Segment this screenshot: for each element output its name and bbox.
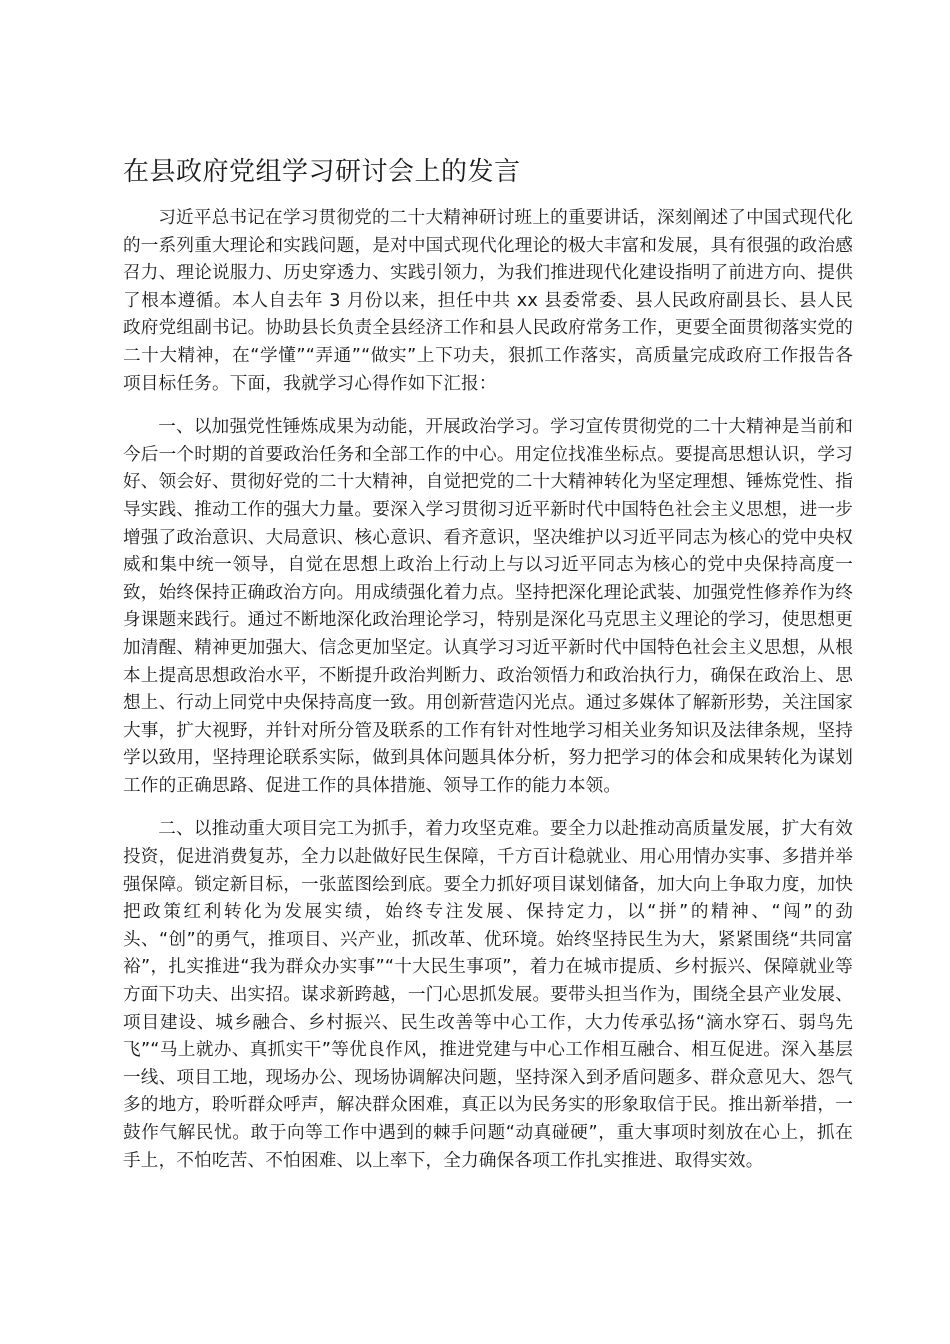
- document-title: 在县政府党组学习研讨会上的发言: [123, 157, 521, 187]
- document-body: [123, 205, 853, 1191]
- section-one-paragraph: 一、以加强党性锤炼成果为动能，开展政治学习。学习宣传贯彻党的二十大精神是当前和今后一个时期的首要政治任务和全部工作的中心。用定位找准坐标点。要提高思想认识，学习好、领会好、贯彻好党的二十大精神，自觉把党的二十大精神转化为坚定理想、锤炼党性、指导实践、推动工作的强大力量。要深入学习贯彻习近平新时代中国特色社会主义思想，进一步增强了政治意识、大局意识、核心意识、看齐意识，坚决维护以习近平同志为核心的党中央权威和集中统一领导，自觉在思想上政治上行动上与以习近平同志为核心的党中央保持高度一致，始终保持正确政治方向。用成绩强化着力点。坚持把深化理论武装、加强党性修养作为终身课题来践行。通过不断地深化政治理论学习，特别是深化马克思主义理论的学习，使思想更加清醒、精神更加强大、信念更加坚定。认真学习习近平新时代中国特色社会主义思想，从根本上提高思想政治水平，不断提升政治判断力、政治领悟力和政治执行力，确保在政治上、思想上、行动上同党中央保持高度一致。用创新营造闪光点。通过多媒体了解新形势，关注国家大事，扩大视野，并针对所分管及联系的工作有针对性地学习相关业务知识及法律条规，坚持学以致用，坚持理论联系实际，做到具体问题具体分析，努力把学习的体会和成果转化为谋划工作的正确思路、促进工作的具体措施、领导工作的能力本领。: [123, 417, 853, 796]
- intro-paragraph: 习近平总书记在学习贯彻党的二十大精神研讨班上的重要讲话，深刻阐述了中国式现代化的一系列重大理论和实践问题，是对中国式现代化理论的极大丰富和发展，具有很强的政治感召力、理论说服力、历史穿透力、实践引领力，为我们推进现代化建设指明了前进方向、提供了根本遵循。本人自去年 3 月份以来，担任中共 xx 县委常委、县人民政府副县长、县人民政府党组副书记。协助县长负责全县经济工作和县人民政府常务工作，更要全面贯彻落实党的二十大精神，在“学懂”“弄通”“做实”上下功夫，狠抓工作落实，高质量完成政府工作报告各项目标任务。下面，我就学习心得作如下汇报：: [123, 208, 853, 394]
- section-two-paragraph: 二、以推动重大项目完工为抓手，着力攻坚克难。要全力以赴推动高质量发展，扩大有效投资，促进消费复苏，全力以赴做好民生保障，千方百计稳就业、用心用情办实事、多措并举强保障。锁定新目标，一张蓝图绘到底。要全力抓好项目谋划储备，加大向上争取力度，加快把政策红利转化为发展实绩，始终专注发展、保持定力，以“拼”的精神、“闯”的劲头、“创”的勇气，推项目、兴产业，抓改革、优环境。始终坚持民生为大，紧紧围绕“共同富裕”，扎实推进“我为群众办实事”“十大民生事项”，着力在城市提质、乡村振兴、保障就业等方面下功夫、出实招。谋求新跨越，一门心思抓发展。要带头担当作为，围绕全县产业发展、项目建设、城乡融合、乡村振兴、民生改善等中心工作，大力传承弘扬“滴水穿石、弱鸟先飞”“马上就办、真抓实干”等优良作风，推进党建与中心工作相互融合、相互促进。深入基层一线、项目工地，现场办公、现场协调解决问题，坚持深入到矛盾问题多、群众意见大、怨气多的地方，聆听群众呼声，解决群众困难，真正以为民务实的形象取信于民。推出新举措，一鼓作气解民忧。敢于向等工作中遇到的棘手问题“动真碰硬”，重大事项时刻放在心上，抓在手上，不怕吃苦、不怕困难、以上率下，全力确保各项工作扎实推进、取得实效。: [123, 819, 853, 1171]
